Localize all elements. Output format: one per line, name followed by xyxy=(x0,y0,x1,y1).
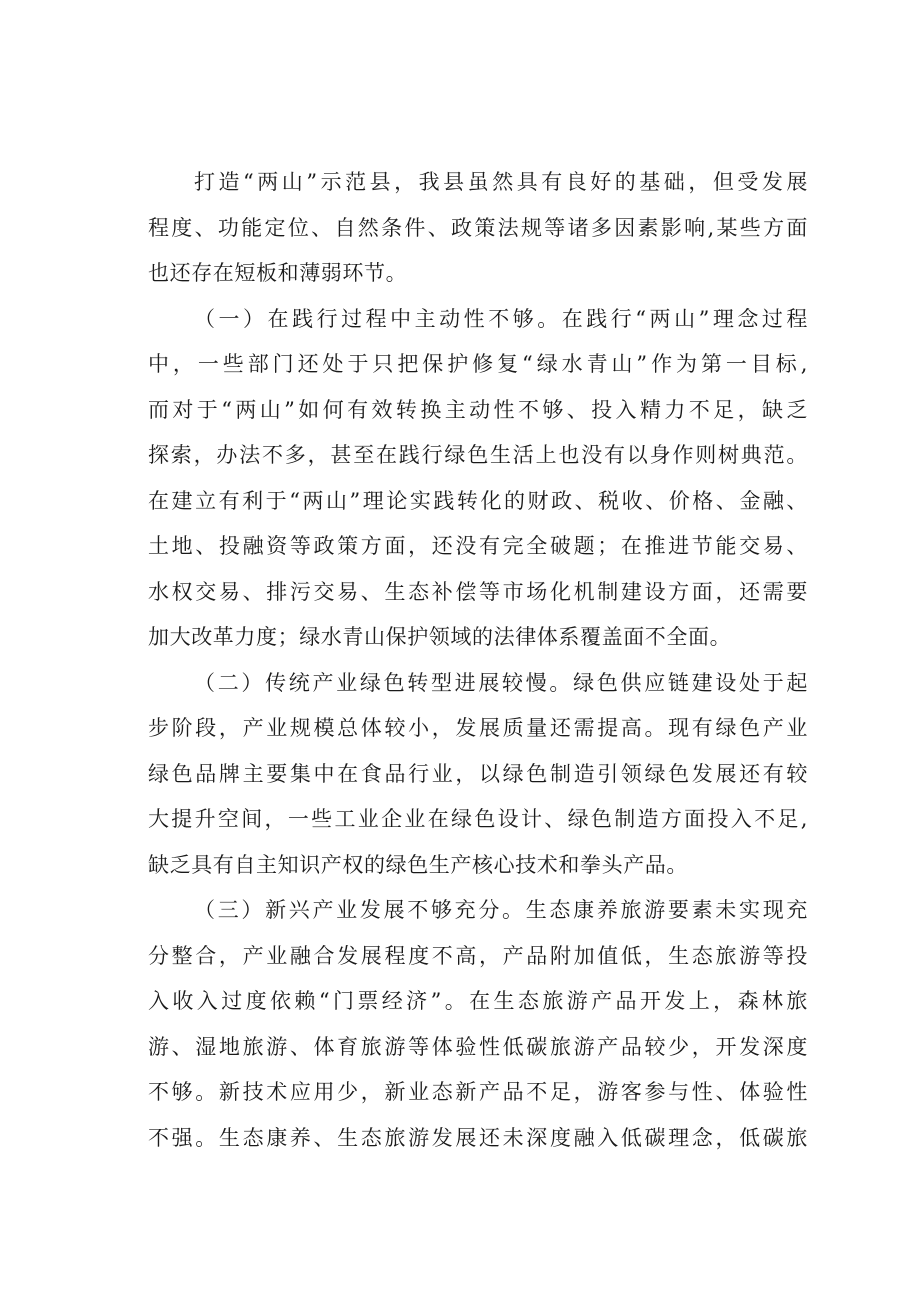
text-line: 中，一些部门还处于只把保护修复“绿水青山”作为第一目标, xyxy=(148,352,808,376)
text-line: 而对于“两山”如何有效转换主动性不够、投入精力不足，缺乏 xyxy=(148,397,808,422)
text-line: 加大改革力度；绿水青山保护领域的法律体系覆盖面不全面。 xyxy=(148,625,732,649)
document-body xyxy=(148,160,808,1161)
text-line: 也还存在短板和薄弱环节。 xyxy=(148,261,408,285)
paragraph-section-3 xyxy=(148,888,808,1161)
text-line: （三）新兴产业发展不够充分。生态康养旅游要素未实现充 xyxy=(194,898,808,922)
text-line: 步阶段，产业规模总体较小，发展质量还需提高。现有绿色产业 xyxy=(148,716,808,740)
paragraph-section-1 xyxy=(148,297,808,661)
text-line: 缺乏具有自主知识产权的绿色生产核心技术和拳头产品。 xyxy=(148,852,688,877)
text-line: 在建立有利于“两山”理论实践转化的财政、税收、价格、金融、 xyxy=(148,488,808,513)
text-line: （二）传统产业绿色转型进展较慢。绿色供应链建设处于起 xyxy=(194,670,808,695)
text-line: 不够。新技术应用少，新业态新产品不足，游客参与性、体验性 xyxy=(148,1080,808,1104)
text-line: 土地、投融资等政策方面，还没有完全破题；在推进节能交易、 xyxy=(148,534,808,558)
text-line: 游、湿地旅游、体育旅游等体验性低碳旅游产品较少，开发深度 xyxy=(148,1034,808,1059)
text-line: 入收入过度依赖“门票经济”。在生态旅游产品开发上，森林旅 xyxy=(148,989,808,1013)
text-line: 程度、功能定位、自然条件、政策法规等诸多因素影响,某些方面 xyxy=(148,215,808,240)
text-line: 水权交易、排污交易、生态补偿等市场化机制建设方面，还需要 xyxy=(148,579,808,604)
paragraph-intro xyxy=(148,160,808,297)
text-line: 大提升空间，一些工业企业在绿色设计、绿色制造方面投入不足, xyxy=(148,807,808,831)
text-line: 绿色品牌主要集中在食品行业，以绿色制造引领绿色发展还有较 xyxy=(148,761,808,786)
text-line: 打造“两山”示范县，我县虽然具有良好的基础，但受发展 xyxy=(194,170,808,194)
paragraph-section-2 xyxy=(148,661,808,889)
text-line: 不强。生态康养、生态旅游发展还未深度融入低碳理念，低碳旅 xyxy=(148,1125,808,1150)
text-line: 分整合，产业融合发展程度不高，产品附加值低，生态旅游等投 xyxy=(148,943,808,968)
text-line: （一）在践行过程中主动性不够。在践行“两山”理念过程 xyxy=(194,306,808,331)
text-line: 探索，办法不多，甚至在践行绿色生活上也没有以身作则树典范。 xyxy=(148,443,808,467)
